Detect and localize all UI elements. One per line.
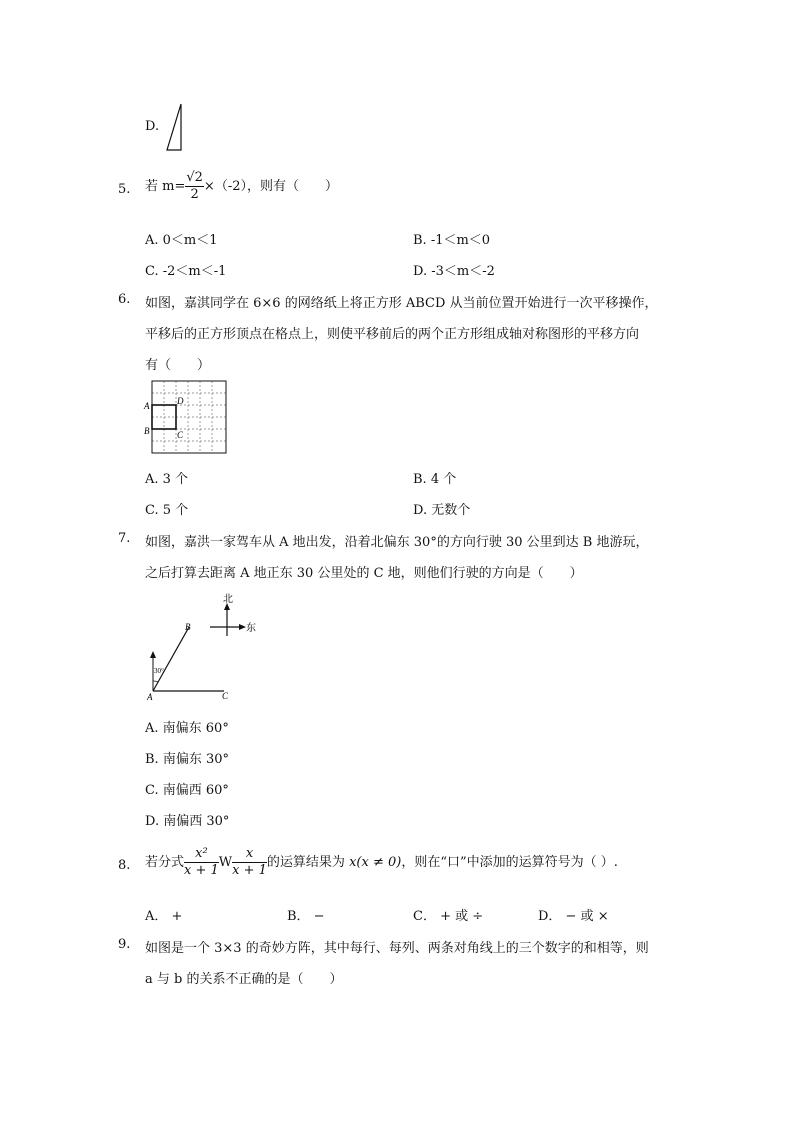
q6-stem-line-1: 如图，嘉淇同学在 6×6 的网络纸上将正方形 ABCD 从当前位置开始进行一次平移操作， xyxy=(145,296,658,311)
q6-label-d: D xyxy=(177,396,184,406)
q8-stem-post: ，则在“口”中添加的运算符号为（ ）. xyxy=(401,855,618,870)
q8-f1-num: x² xyxy=(184,846,219,863)
q8-option-a: A． + xyxy=(145,909,183,924)
q5-number: 5. xyxy=(118,182,131,197)
q7-label-b: B xyxy=(185,622,191,632)
q7-label-a: A xyxy=(147,692,153,702)
compass-east-arrow-icon xyxy=(239,624,246,630)
angle-label: 30° xyxy=(154,667,164,675)
q6-option-c: C. 5 个 xyxy=(145,503,189,518)
q7-stem-line-2: 之后打算去距离 A 地正东 30 公里处的 C 地，则他们行驶的方向是（ ） xyxy=(145,566,583,581)
q7-number: 7. xyxy=(118,531,131,546)
segment-ab xyxy=(153,627,189,691)
q5-option-b: B. -1＜m＜0 xyxy=(413,233,491,248)
q8-stem xyxy=(145,846,618,879)
q8-stem-mid: 的运算结果为 xyxy=(266,855,345,870)
q5-stem-pre: 若 m= xyxy=(145,179,186,194)
q8-fraction-1 xyxy=(184,846,219,879)
q5-option-c: C. -2＜m＜-1 xyxy=(145,264,227,279)
angle-arc xyxy=(153,681,158,682)
q8-f1-den: x + 1 xyxy=(184,863,219,878)
compass-east-label: 东 xyxy=(246,623,256,634)
q6-label-c: C xyxy=(177,430,184,440)
q8-option-c: C． + 或 ÷ xyxy=(413,909,484,924)
q7-option-b: B. 南偏东 30° xyxy=(145,752,229,767)
q6-option-d: D. 无数个 xyxy=(413,503,471,518)
q8-operator-box: W xyxy=(218,855,233,870)
q5-option-a: A. 0＜m＜1 xyxy=(145,233,218,248)
q5-frac-num: √2 xyxy=(186,170,203,185)
q9-stem-line-1: 如图是一个 3×3 的奇妙方阵，其中每行、每列、两条对角线上的三个数字的和相等，则 xyxy=(145,941,649,956)
q9-stem-line-2: a 与 b 的关系不正确的是（ ） xyxy=(145,972,343,987)
q6-label-b: B xyxy=(144,426,150,436)
q4-option-d-label: D. xyxy=(145,119,160,134)
q6-label-a: A xyxy=(144,401,150,411)
north-reference-arrow-icon xyxy=(150,651,156,658)
q4-option-d-triangle xyxy=(164,102,184,152)
q8-number: 8. xyxy=(118,858,131,873)
q7-option-a: A. 南偏东 60° xyxy=(145,721,229,736)
q8-f2-num: x xyxy=(232,846,267,863)
q6-stem-line-2: 平移后的正方形顶点在格点上，则使平移前后的两个正方形组成轴对称图形的平移方向 xyxy=(145,327,640,342)
q7-option-c: C. 南偏西 60° xyxy=(145,783,229,798)
q7-option-d: D. 南偏西 30° xyxy=(145,814,230,829)
q8-f2-den: x + 1 xyxy=(232,863,267,878)
q5-stem-post: ×（-2），则有（ ） xyxy=(203,179,338,194)
q8-option-d: D． − 或 × xyxy=(538,909,609,924)
q7-direction-figure xyxy=(140,590,265,705)
q5-frac-den: 2 xyxy=(190,187,199,202)
q6-grid-lines xyxy=(152,381,226,453)
q8-result: x(x ≠ 0) xyxy=(349,855,402,870)
q9-number: 9. xyxy=(118,937,131,952)
q5-stem xyxy=(145,170,338,203)
q8-fraction-2 xyxy=(232,846,267,879)
q5-option-d: D. -3＜m＜-2 xyxy=(413,264,495,279)
q6-grid-figure xyxy=(140,376,232,456)
q8-stem-pre: 若分式 xyxy=(145,855,185,870)
q8-option-b: B． − xyxy=(287,909,325,924)
q7-label-c: C xyxy=(222,691,229,701)
q6-option-a: A. 3 个 xyxy=(145,472,189,487)
q6-stem-line-3: 有（ ） xyxy=(145,358,211,373)
q7-stem-line-1: 如图，嘉洪一家驾车从 A 地出发，沿着北偏东 30°的方向行驶 30 公里到达 B 地游玩， xyxy=(145,535,649,550)
q6-option-b: B. 4 个 xyxy=(413,472,457,487)
q6-number: 6. xyxy=(118,292,131,307)
q5-fraction xyxy=(185,170,204,203)
compass-north-label: 北 xyxy=(223,594,233,605)
